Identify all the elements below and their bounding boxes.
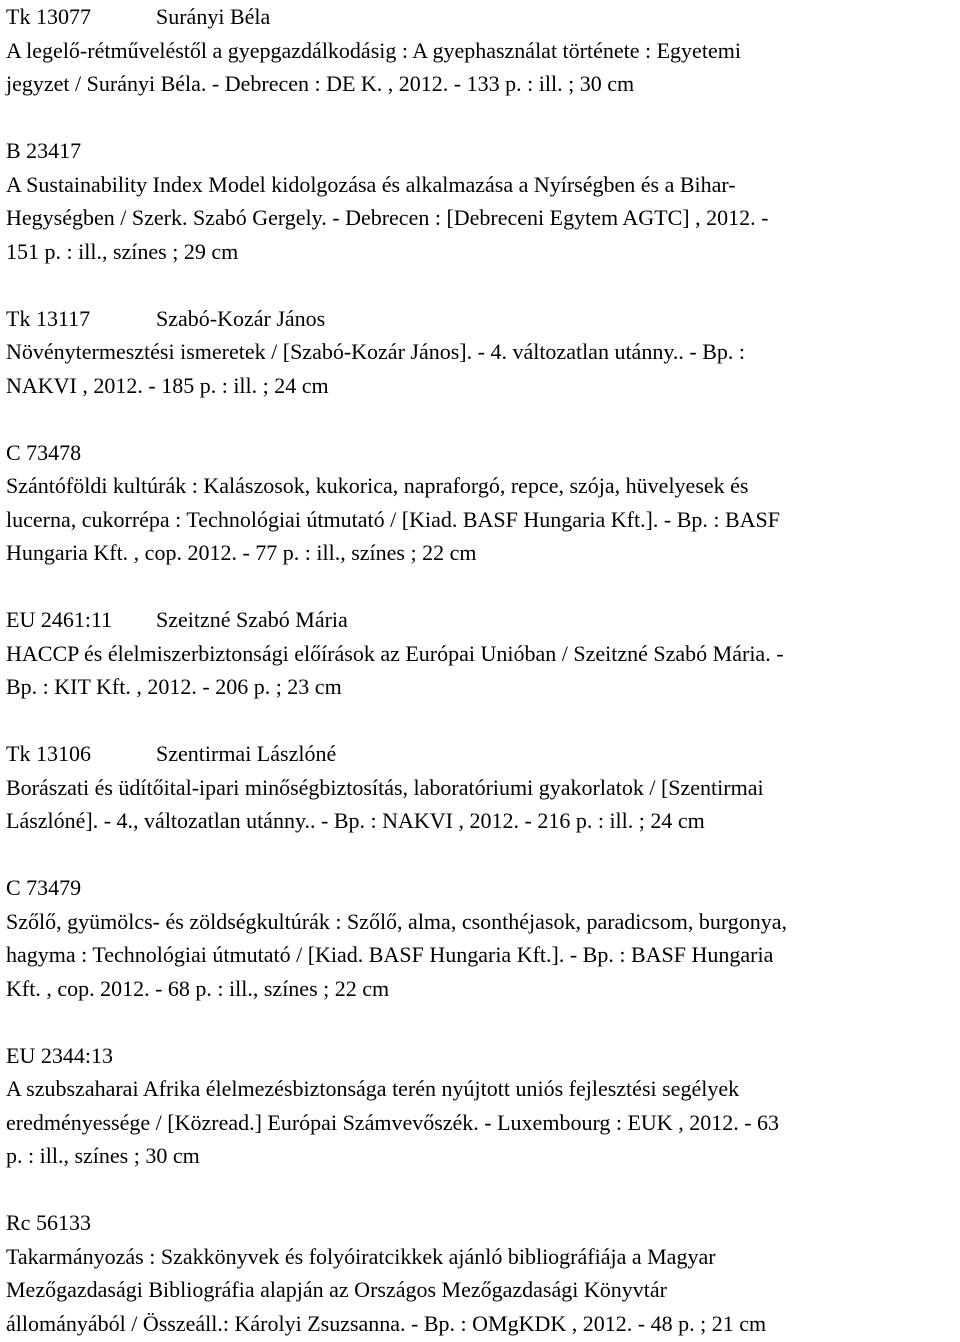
bibliography-entry: [6, 302, 956, 403]
entry-heading: [6, 0, 956, 34]
bibliography-entry: [6, 1206, 956, 1340]
entry-author: Szentirmai Lászlóné: [156, 741, 337, 766]
call-number: B 23417: [6, 138, 82, 163]
entry-heading: [6, 1206, 956, 1240]
bibliography-entry: [6, 871, 956, 1005]
bibliography-entry: [6, 0, 956, 101]
entry-heading: [6, 1039, 956, 1073]
call-number: EU 2461:11: [6, 607, 113, 632]
entry-description-line: Bp. : KIT Kft. , 2012. - 206 p. ; 23 cm: [6, 674, 342, 699]
entry-separator: [6, 1005, 956, 1039]
entry-description-line: Hegységben / Szerk. Szabó Gergely. - Debrecen : [Debreceni Egytem AGTC] , 2012. -: [6, 205, 769, 230]
entry-separator: [6, 838, 956, 872]
entry-separator: [6, 1173, 956, 1207]
bibliography-entry: [6, 436, 956, 570]
bibliography-entry: [6, 737, 956, 838]
entry-description-line: Növénytermesztési ismeretek / [Szabó-Kozár János]. - 4. változatlan utánny.. - Bp. :: [6, 339, 746, 364]
call-number: Tk 13106: [6, 741, 91, 766]
entry-description-line: Takarmányozás : Szakkönyvek és folyóiratcikkek ajánló bibliográfiája a Magyar: [6, 1243, 716, 1269]
entry-heading: [6, 436, 956, 470]
entry-heading: [6, 737, 956, 771]
entry-separator: [6, 402, 956, 436]
entry-author: Szeitzné Szabó Mária: [156, 607, 348, 632]
entry-separator: [6, 570, 956, 604]
entry-description-line: HACCP és élelmiszerbiztonsági előírások az Európai Unióban / Szeitzné Szabó Mária. -: [6, 640, 784, 666]
entry-description-line: 151 p. : ill., színes ; 29 cm: [6, 238, 239, 264]
entry-description-line: Szőlő, gyümölcs- és zöldségkultúrák : Szőlő, alma, csonthéjasok, paradicsom, burgonya,: [6, 908, 788, 934]
bibliography-entry: [6, 1039, 956, 1173]
entry-description-line: NAKVI , 2012. - 185 p. : ill. ; 24 cm: [6, 372, 329, 398]
entry-author: Surányi Béla: [156, 4, 271, 29]
entry-heading: [6, 134, 956, 168]
entry-separator: [6, 268, 956, 302]
entry-description-line: állományából / Összeáll.: Károlyi Zsuzsanna. - Bp. : OMgKDK , 2012. - 48 p. ; 21 cm: [6, 1310, 767, 1336]
call-number: C 73479: [6, 875, 82, 900]
entry-description-line: Mezőgazdasági Bibliográfia alapján az Országos Mezőgazdasági Könyvtár: [6, 1277, 667, 1302]
entry-description-line: lucerna, cukorrépa : Technológiai útmutató / [Kiad. BASF Hungaria Kft.]. - Bp. : BASF: [6, 506, 781, 532]
call-number: Rc 56133: [6, 1210, 91, 1235]
call-number: Tk 13077: [6, 4, 91, 29]
bibliography-entry: [6, 134, 956, 268]
entry-author: Szabó-Kozár János: [156, 305, 326, 331]
call-number: EU 2344:13: [6, 1042, 113, 1068]
entry-description-line: A Sustainability Index Model kidolgozása és alkalmazása a Nyírségben és a Bihar-: [6, 171, 736, 197]
bibliography-entry: [6, 603, 956, 704]
entry-description-line: Kft. , cop. 2012. - 68 p. : ill., színes ; 22 cm: [6, 975, 390, 1001]
call-number: Tk 13117: [6, 305, 91, 331]
entry-description-line: Lászlóné]. - 4., változatlan utánny.. - Bp. : NAKVI , 2012. - 216 p. : ill. ; 24 cm: [6, 808, 705, 833]
entry-heading: [6, 302, 956, 336]
entry-description-line: eredményessége / [Közread.] Európai Számvevőszék. - Luxembourg : EUK , 2012. - 63: [6, 1109, 780, 1135]
entry-separator: [6, 101, 956, 135]
bibliography-list: [6, 0, 956, 1340]
entry-description-line: A szubszaharai Afrika élelmezésbiztonsága terén nyújtott uniós fejlesztési segélyek: [6, 1076, 740, 1101]
entry-description-line: hagyma : Technológiai útmutató / [Kiad. BASF Hungaria Kft.]. - Bp. : BASF Hungaria: [6, 942, 774, 967]
call-number: C 73478: [6, 439, 82, 465]
entry-description-line: Borászati és üdítőital-ipari minőségbiztosítás, laboratóriumi gyakorlatok / [Szentirmai: [6, 774, 764, 800]
entry-description-line: Szántóföldi kultúrák : Kalászosok, kukorica, napraforgó, repce, szója, hüvelyesek és: [6, 473, 749, 498]
entry-description-line: jegyzet / Surányi Béla. - Debrecen : DE K. , 2012. - 133 p. : ill. ; 30 cm: [6, 71, 635, 96]
entry-description-line: p. : ill., színes ; 30 cm: [6, 1143, 200, 1168]
entry-heading: [6, 871, 956, 905]
entry-description-line: Hungaria Kft. , cop. 2012. - 77 p. : ill., színes ; 22 cm: [6, 540, 477, 565]
entry-description-line: A legelő-rétműveléstől a gyepgazdálkodásig : A gyephasználat története : Egyetemi: [6, 37, 741, 63]
entry-separator: [6, 704, 956, 738]
entry-heading: [6, 603, 956, 637]
